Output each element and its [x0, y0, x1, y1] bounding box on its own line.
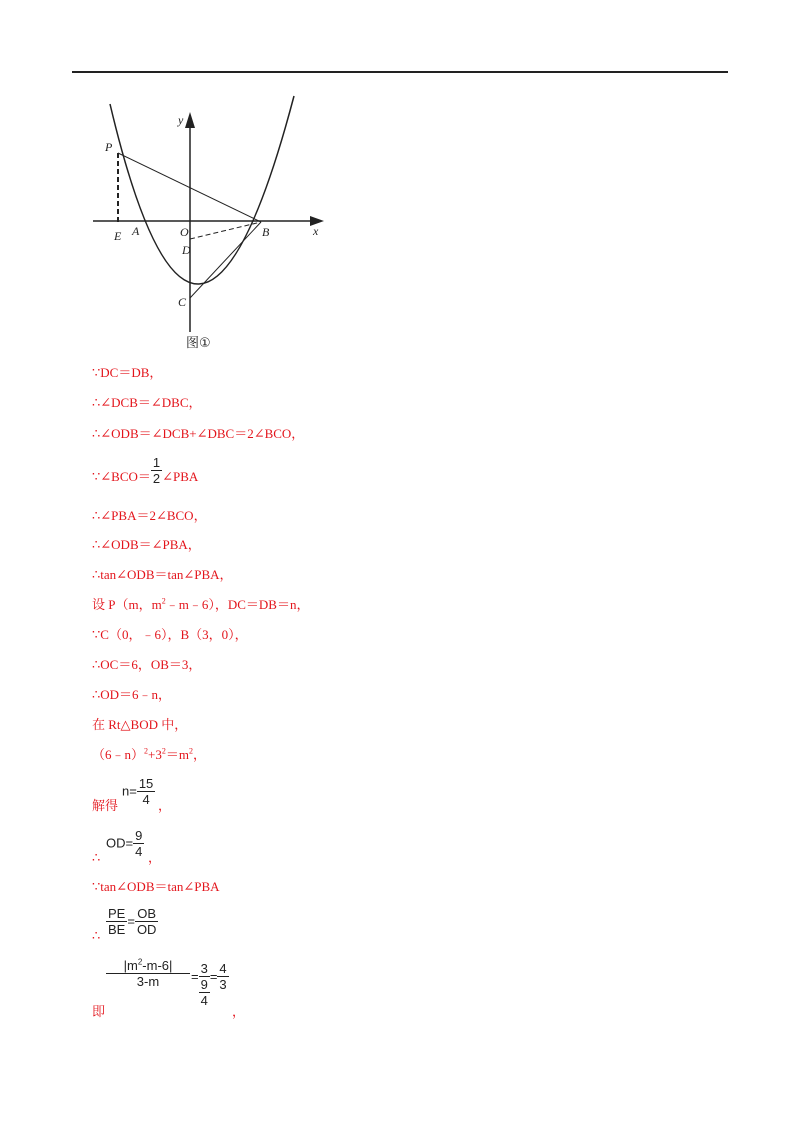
line-13 [92, 747, 206, 763]
line-14-lhs: n= [122, 783, 137, 799]
line-13-sup-2: 2 [161, 746, 166, 756]
line-8-part-b: ﹣m﹣6），DC＝DB＝n， [165, 597, 310, 612]
line-18-sup: 2 [137, 957, 143, 967]
line-14-post: ， [158, 798, 172, 813]
line-9: ∵C（0，﹣6），B（3，0）， [92, 627, 248, 642]
line-14-numerator: 15 [138, 776, 154, 791]
line-15-numerator: 9 [135, 828, 143, 843]
line-18-numerator-3: 4 [219, 961, 227, 976]
line-18-equals-1: = [191, 969, 199, 984]
label-x: x [313, 224, 319, 238]
line-14-denominator: 4 [142, 792, 150, 807]
line-4-post: ∠PBA [162, 469, 199, 484]
line-13-part-d: ， [192, 747, 206, 762]
line-10: ∴OC＝6，OB＝3， [92, 657, 202, 672]
line-17-numerator-2: OB [135, 906, 159, 922]
label-E: E [114, 229, 122, 243]
line-18-numerator-2: 3 [200, 961, 208, 976]
line-4 [92, 455, 198, 492]
line-18-inner-denominator: 4 [200, 993, 208, 1008]
line-15-pre: ∴ [92, 850, 101, 865]
label-C: C [178, 295, 187, 309]
line-4-pre: ∵∠BCO＝ [92, 469, 151, 484]
label-B: B [262, 225, 270, 239]
line-14-pre: 解得 [92, 798, 119, 813]
line-18-denominator-3: 3 [219, 977, 227, 992]
line-18-abs-open: |m [123, 958, 138, 973]
fraction-half-denominator: 2 [152, 471, 161, 486]
line-15-post: ， [148, 850, 162, 865]
line-15-denominator: 4 [135, 844, 143, 859]
line-17-numerator-1: PE [108, 906, 126, 921]
line-12: 在 Rt△BOD 中， [92, 717, 188, 732]
line-11: ∴OD＝6﹣n， [92, 687, 172, 702]
label-A: A [132, 224, 140, 238]
line-17-denominator-1: BE [108, 922, 126, 937]
label-D: D [182, 243, 191, 257]
line-2: ∴∠DCB＝∠DBC， [92, 395, 202, 410]
line-16: ∵tan∠ODB＝tan∠PBA [92, 879, 220, 894]
line-18-denominator: 3-m [136, 974, 160, 989]
line-15-lhs: OD= [106, 835, 134, 851]
line-3: ∴∠ODB＝∠DCB+∠DBC＝2∠BCO， [92, 426, 305, 441]
fraction-half-numerator: 1 [152, 455, 161, 470]
line-17-pre: ∴ [92, 928, 101, 943]
line-8-sup: 2 [161, 596, 166, 606]
line-13-sup-1: 2 [144, 746, 149, 756]
line-6: ∴∠ODB＝∠PBA， [92, 537, 201, 552]
line-18-pre: 即 [92, 1004, 106, 1019]
line-13-part-c: ＝m [165, 747, 189, 762]
segment-CB [190, 222, 261, 298]
segment-DB [190, 222, 261, 239]
line-8-part-a: 设 P（m，m [92, 597, 162, 612]
line-13-part-a: （6﹣n） [92, 747, 145, 762]
parabola-figure [88, 92, 338, 352]
figure-caption: 图① [186, 336, 211, 351]
line-13-sup-3: 2 [188, 746, 193, 756]
line-18-post: ， [232, 1004, 246, 1019]
line-1: ∵DC＝DB， [92, 365, 163, 380]
header-rule [72, 71, 728, 73]
line-18-equals-2: = [209, 969, 218, 984]
label-P: P [105, 140, 113, 154]
parabola-curve [110, 96, 294, 284]
label-O: O [180, 225, 189, 239]
y-axis-arrow [185, 112, 195, 128]
line-18-abs-close: -m-6| [142, 958, 173, 973]
line-17-denominator-2: OD [136, 922, 157, 937]
line-8 [92, 597, 309, 613]
label-y: y [178, 113, 184, 127]
line-5: ∴∠PBA＝2∠BCO， [92, 508, 207, 523]
line-7: ∴tan∠ODB＝tan∠PBA， [92, 567, 233, 582]
line-13-part-b: +3 [148, 747, 162, 762]
line-18-inner-numerator: 9 [200, 977, 208, 992]
line-17-equals: = [127, 913, 135, 929]
